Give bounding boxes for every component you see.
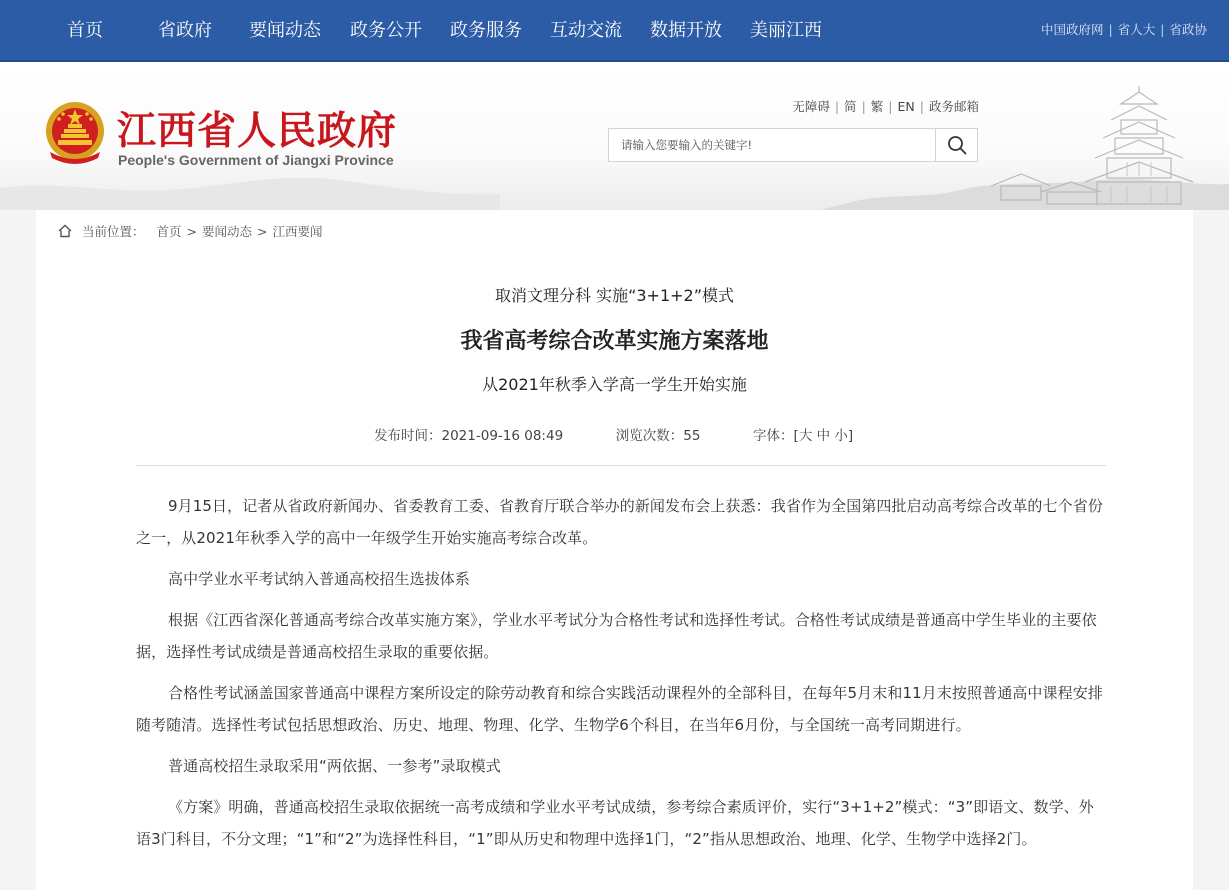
external-links: [1041, 0, 1207, 60]
bracket: ]: [847, 428, 854, 444]
font-size-medium[interactable]: 中: [816, 428, 831, 444]
divider: |: [1108, 22, 1113, 37]
simplified-chinese-link[interactable]: 简: [844, 99, 857, 114]
nav-government-affairs-public[interactable]: 政务公开: [350, 20, 422, 41]
article-body: [136, 490, 1108, 864]
divider: |: [888, 99, 893, 114]
national-emblem-icon: [44, 100, 106, 166]
breadcrumb-separator: >: [257, 223, 268, 239]
article-meta: [374, 424, 853, 444]
top-navigation-bar: [0, 0, 1229, 62]
site-subtitle: People's Government of Jiangxi Province: [118, 152, 394, 168]
link-provincial-cppcc[interactable]: 省政协: [1169, 22, 1207, 37]
paragraph: 9月15日，记者从省政府新闻办、省委教育工委、省教育厅联合举办的新闻发布会上获悉：我省作为全国第四批启动高考综合改革的七个省份之一，从2021年秋季入学的高中一年级学生开始实施高考综合改革。: [136, 497, 1103, 547]
paragraph: 合格性考试涵盖国家普通高中课程方案所设定的除劳动教育和综合实践活动课程外的全部科目，在每年5月末和11月末按照普通高中课程安排随考随清。选择性考试包括思想政治、历史、地理、物理、化学、生物学6个科目，在当年6月份，与全国统一高考同期进行。: [136, 684, 1103, 734]
paragraph: 《方案》明确，普通高校招生录取依据统一高考成绩和学业水平考试成绩，参考综合素质评价，实行“3+1+2”模式：“3”即语文、数学、外语3门科目，不分文理；“1”和“2”为选择性科目，“1”即从历史和物理中选择1门，“2”指从思想政治、地理、化学、生物学中选择2门。: [136, 798, 1094, 848]
search-button[interactable]: [935, 129, 977, 161]
nav-open-data[interactable]: 数据开放: [650, 20, 722, 41]
nav-interaction[interactable]: 互动交流: [550, 20, 622, 41]
publish-time: 2021-09-16 08:49: [441, 428, 564, 444]
traditional-chinese-link[interactable]: 繁: [870, 99, 884, 114]
section-heading: 高中学业水平考试纳入普通高校招生选拔体系: [168, 570, 471, 588]
english-link[interactable]: EN: [897, 99, 915, 114]
search-box: [608, 128, 978, 162]
article-title: 我省高考综合改革实施方案落地: [460, 329, 769, 354]
government-mailbox-link[interactable]: 政务邮箱: [928, 99, 979, 114]
header-tools: [792, 97, 979, 115]
home-icon: [58, 224, 72, 238]
accessibility-link[interactable]: 无障碍: [792, 99, 830, 114]
article-container: [36, 210, 1193, 890]
font-size-label: 字体：: [753, 428, 794, 444]
font-size-large[interactable]: 大: [798, 428, 813, 444]
bracket: [: [793, 428, 799, 444]
breadcrumb-label: 当前位置：: [82, 224, 145, 239]
site-title: 江西省人民政府: [117, 109, 398, 154]
search-input[interactable]: [609, 129, 935, 161]
paragraph: 根据《江西省深化普通高考综合改革实施方案》，学业水平考试分为合格性考试和选择性考试。合格性考试成绩是普通高中学生毕业的主要依据，选择性考试成绩是普通高校招生录取的重要依据。: [136, 611, 1097, 661]
link-provincial-congress[interactable]: 省人大: [1117, 22, 1156, 37]
font-size-small[interactable]: 小: [834, 428, 848, 444]
divider: [136, 465, 1106, 466]
publish-time-label: 发布时间：: [374, 428, 442, 444]
section-heading: 普通高校招生录取采用“两依据、一参考”录取模式: [168, 757, 501, 775]
nav-provincial-government[interactable]: 省政府: [158, 20, 212, 41]
view-count-label: 浏览次数：: [615, 428, 684, 444]
article-subtitle: 从2021年秋季入学高一学生开始实施: [482, 375, 747, 394]
link-china-gov[interactable]: 中国政府网: [1041, 22, 1104, 37]
nav-news[interactable]: 要闻动态: [249, 20, 321, 41]
divider: |: [1160, 22, 1165, 37]
breadcrumb-home[interactable]: 首页: [156, 224, 182, 239]
site-header: [0, 62, 1229, 210]
breadcrumb: [58, 222, 323, 240]
article-pre-title: 取消文理分科 实施“3+1+2”模式: [494, 286, 735, 305]
nav-government-services[interactable]: 政务服务: [450, 20, 522, 41]
breadcrumb-jiangxi-news[interactable]: 江西要闻: [272, 224, 323, 239]
divider: |: [919, 99, 924, 114]
breadcrumb-separator: >: [186, 223, 198, 239]
tengwang-pavilion-illustration: [981, 82, 1201, 210]
nav-beautiful-jiangxi[interactable]: 美丽江西: [750, 20, 822, 41]
view-count: 55: [683, 428, 701, 444]
nav-home[interactable]: 首页: [67, 20, 103, 41]
search-icon: [947, 135, 967, 155]
breadcrumb-news[interactable]: 要闻动态: [202, 224, 253, 239]
divider: |: [861, 99, 866, 114]
divider: |: [834, 99, 840, 114]
